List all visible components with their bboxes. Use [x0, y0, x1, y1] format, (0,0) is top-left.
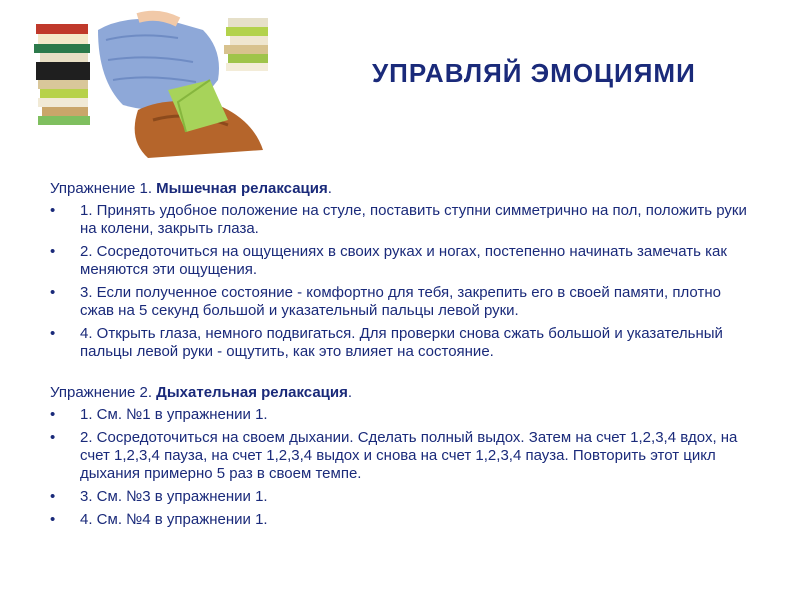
list-item: • 2. Сосредоточиться на своем дыхании. Сделать полный выдох. Затем на счет 1,2,3,4 вдох, на счет 1,2,3,4 пауза, на счет 1,2,3,4 выдох и снова на счет 1,2,3,4 пауза. Повторить этот цикл дыхания примерно 5 раз в своем темпе.: [50, 429, 750, 483]
list-item: • 2. Сосредоточиться на ощущениях в своих руках и ногах, постепенно начинать замечать как меняются эти ощущения.: [50, 243, 750, 279]
list-item: • 3. Если полученное состояние - комфортно для тебя, закрепить его в своей памяти, плотно сжав на 5 секунд большой и указательный пальцы левой руки.: [50, 284, 750, 320]
list-item: • 1. Принять удобное положение на стуле, поставить ступни симметрично на пол, положить руки на колени, закрыть глаза.: [50, 202, 750, 238]
exercise1-suffix: .: [327, 180, 332, 197]
list-item: • 3. См. №3 в упражнении 1.: [50, 488, 750, 506]
slide-content: [50, 180, 750, 534]
exercise1-prefix: Упражнение 1.: [50, 180, 157, 197]
woman-with-books-photo: [28, 10, 276, 158]
exercise2-heading: [50, 384, 750, 402]
exercise2-prefix: Упражнение 2.: [50, 384, 157, 401]
exercise2-list: [50, 406, 750, 529]
exercise1-label: Мышечная релаксация: [156, 180, 328, 197]
list-item: • 4. Открыть глаза, немного подвигаться. Для проверки снова сжать большой и указательный пальцы левой руки - ощутить, как это влияет на состояние.: [50, 325, 750, 361]
book-stack-right: [224, 18, 268, 71]
photo-illustration: [28, 10, 276, 158]
exercise1-list: [50, 202, 750, 361]
list-item: • 4. См. №4 в упражнении 1.: [50, 511, 750, 529]
slide-title: УПРАВЛЯЙ ЭМОЦИЯМИ: [372, 58, 696, 88]
exercise2-suffix: .: [347, 384, 353, 401]
exercise2-label: Дыхательная релаксация: [156, 384, 348, 401]
list-item: • 1. См. №1 в упражнении 1.: [50, 406, 750, 424]
spacer: [50, 366, 750, 384]
exercise1-heading: [50, 180, 750, 198]
book-stack-left: [34, 24, 90, 125]
